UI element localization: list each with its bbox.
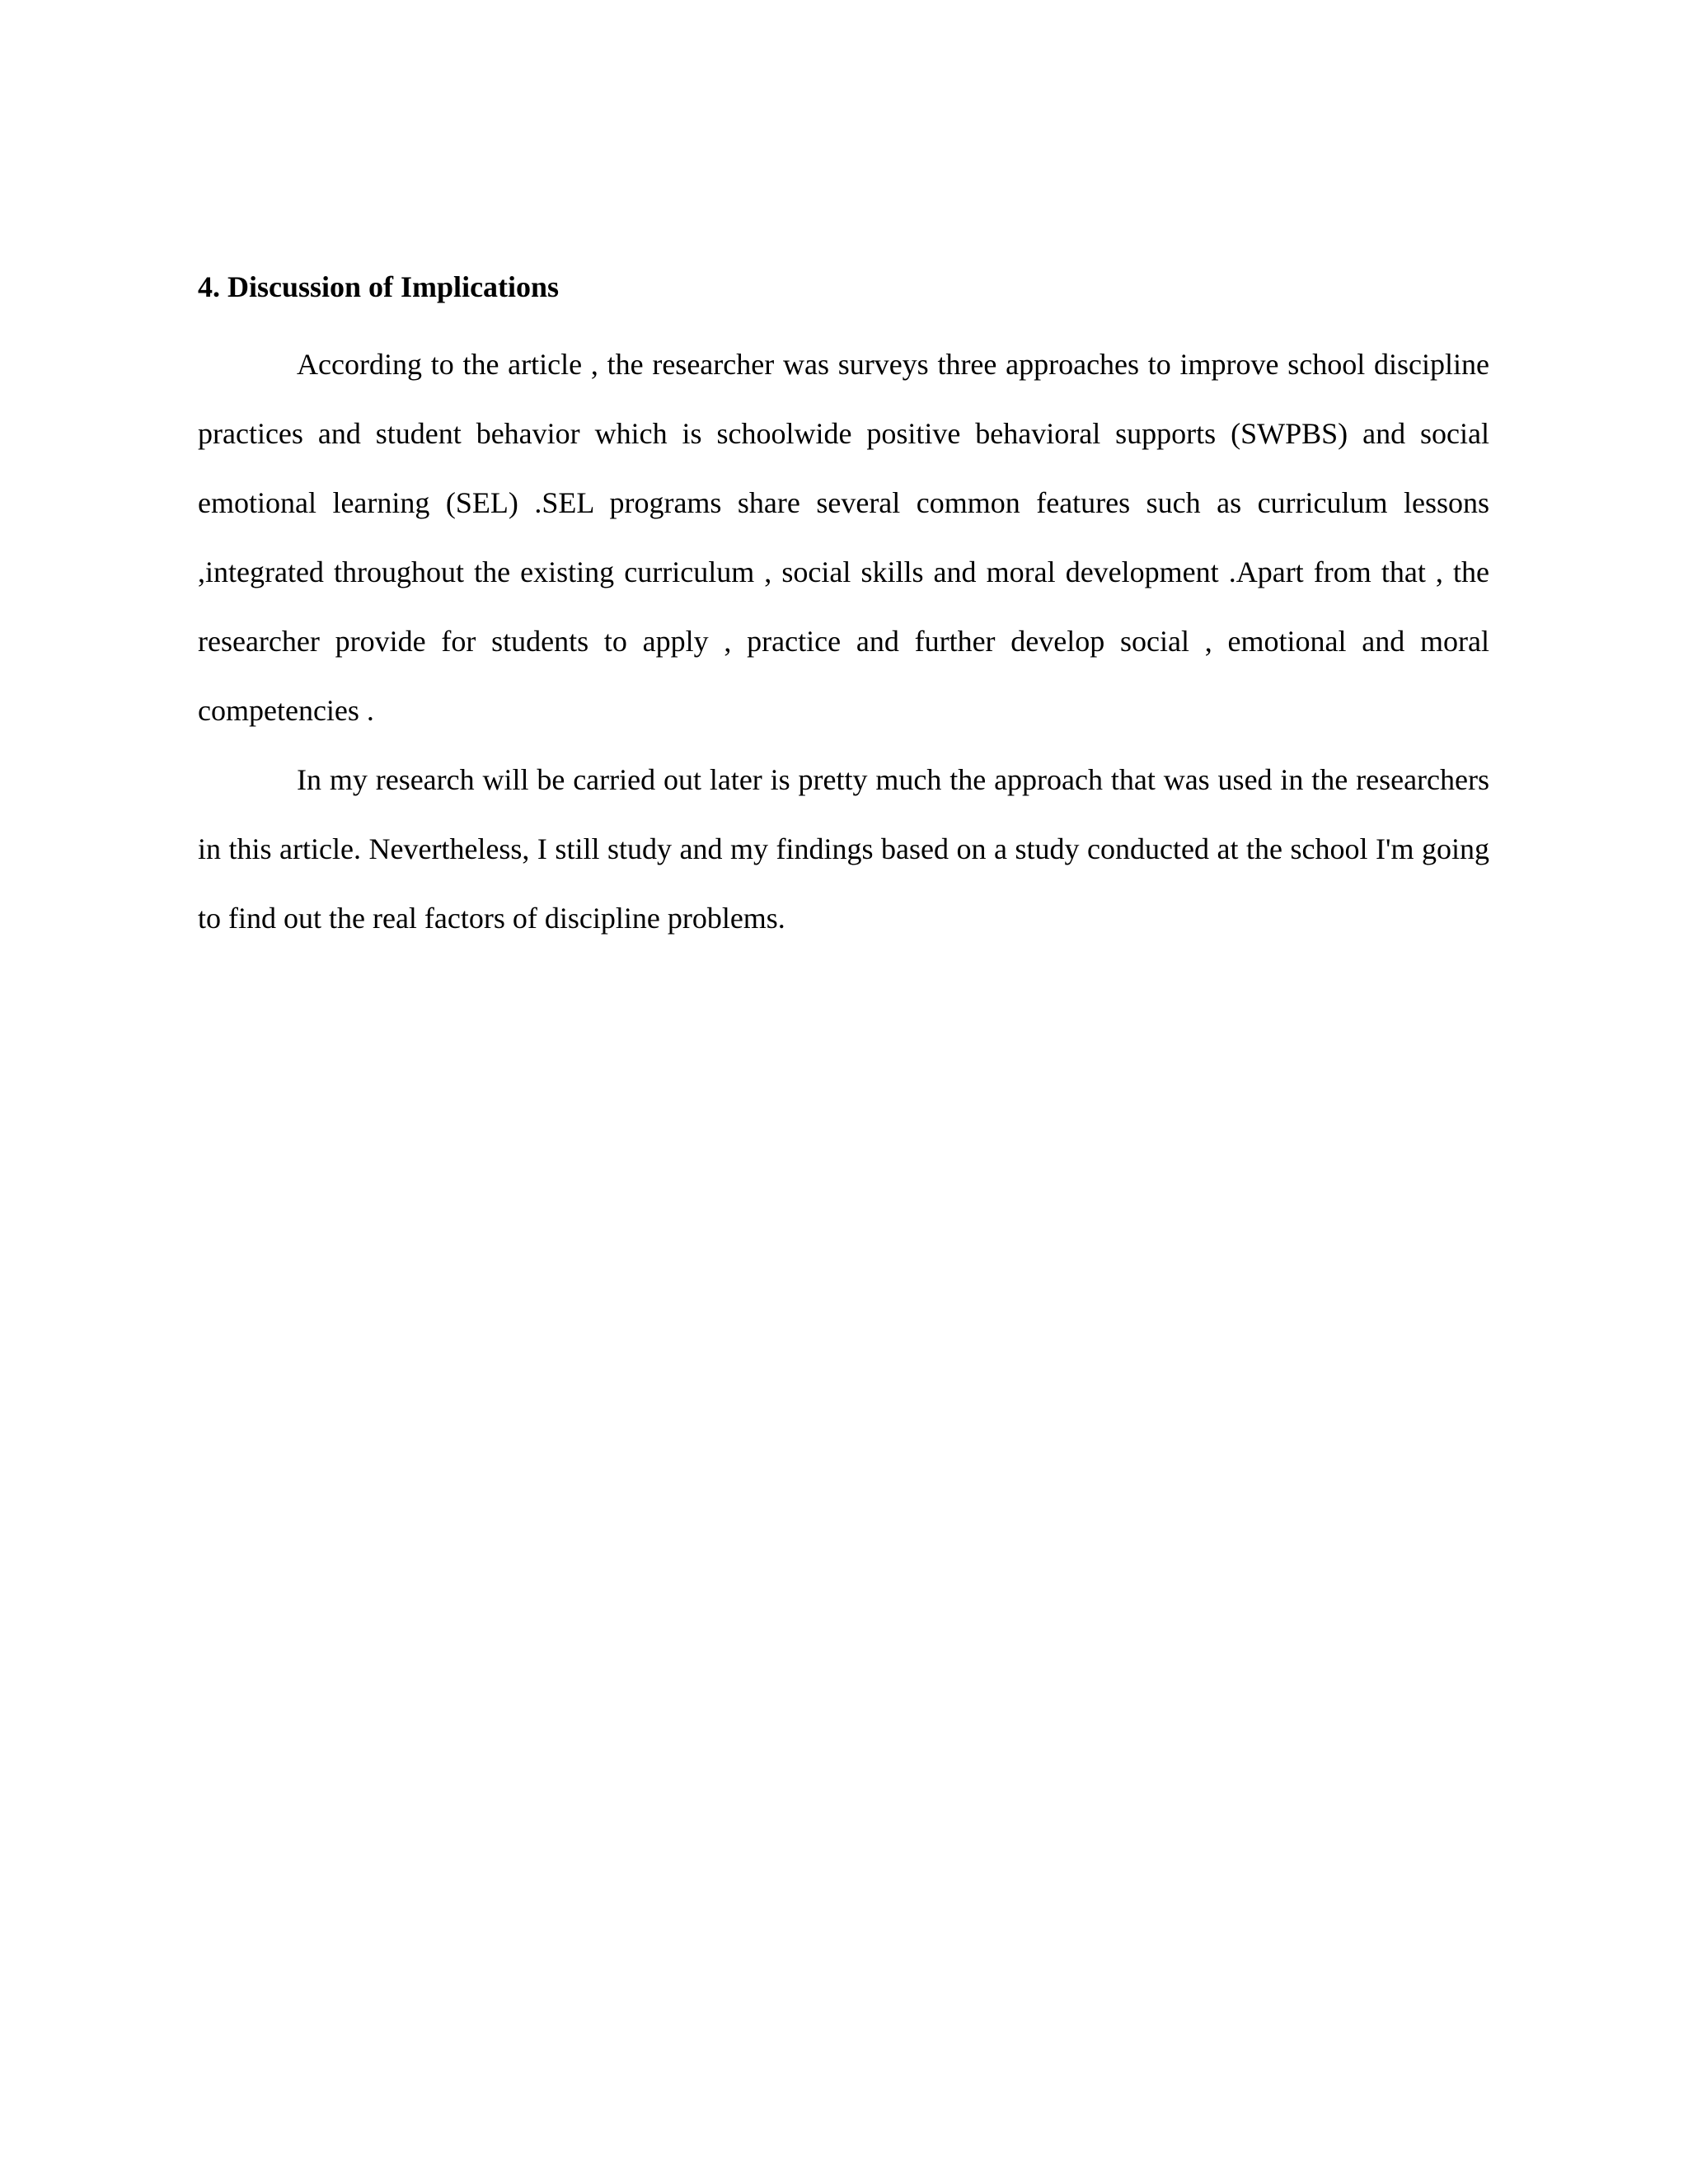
document-body [198,264,1489,953]
paragraph-1: According to the article , the researcher was surveys three approaches to improve school discipline practices and student behavior which is schoolwide positive behavioral supports (SWPBS) and social emotional learning (SEL) .SEL programs share several common features such as curriculum lessons ,integrated throughout the existing curriculum , social skills and moral development .Apart from that , the researcher provide for students to apply , practice and further develop social , emotional and moral competencies . [198,348,1489,727]
section-heading: 4. Discussion of Implications [198,270,560,303]
paragraph-2: In my research will be carried out later is pretty much the approach that was used in the researchers in this article. Nevertheless, I still study and my findings based on a study conducted at the school I'm going to find out the real factors of discipline problems. [198,763,1489,935]
